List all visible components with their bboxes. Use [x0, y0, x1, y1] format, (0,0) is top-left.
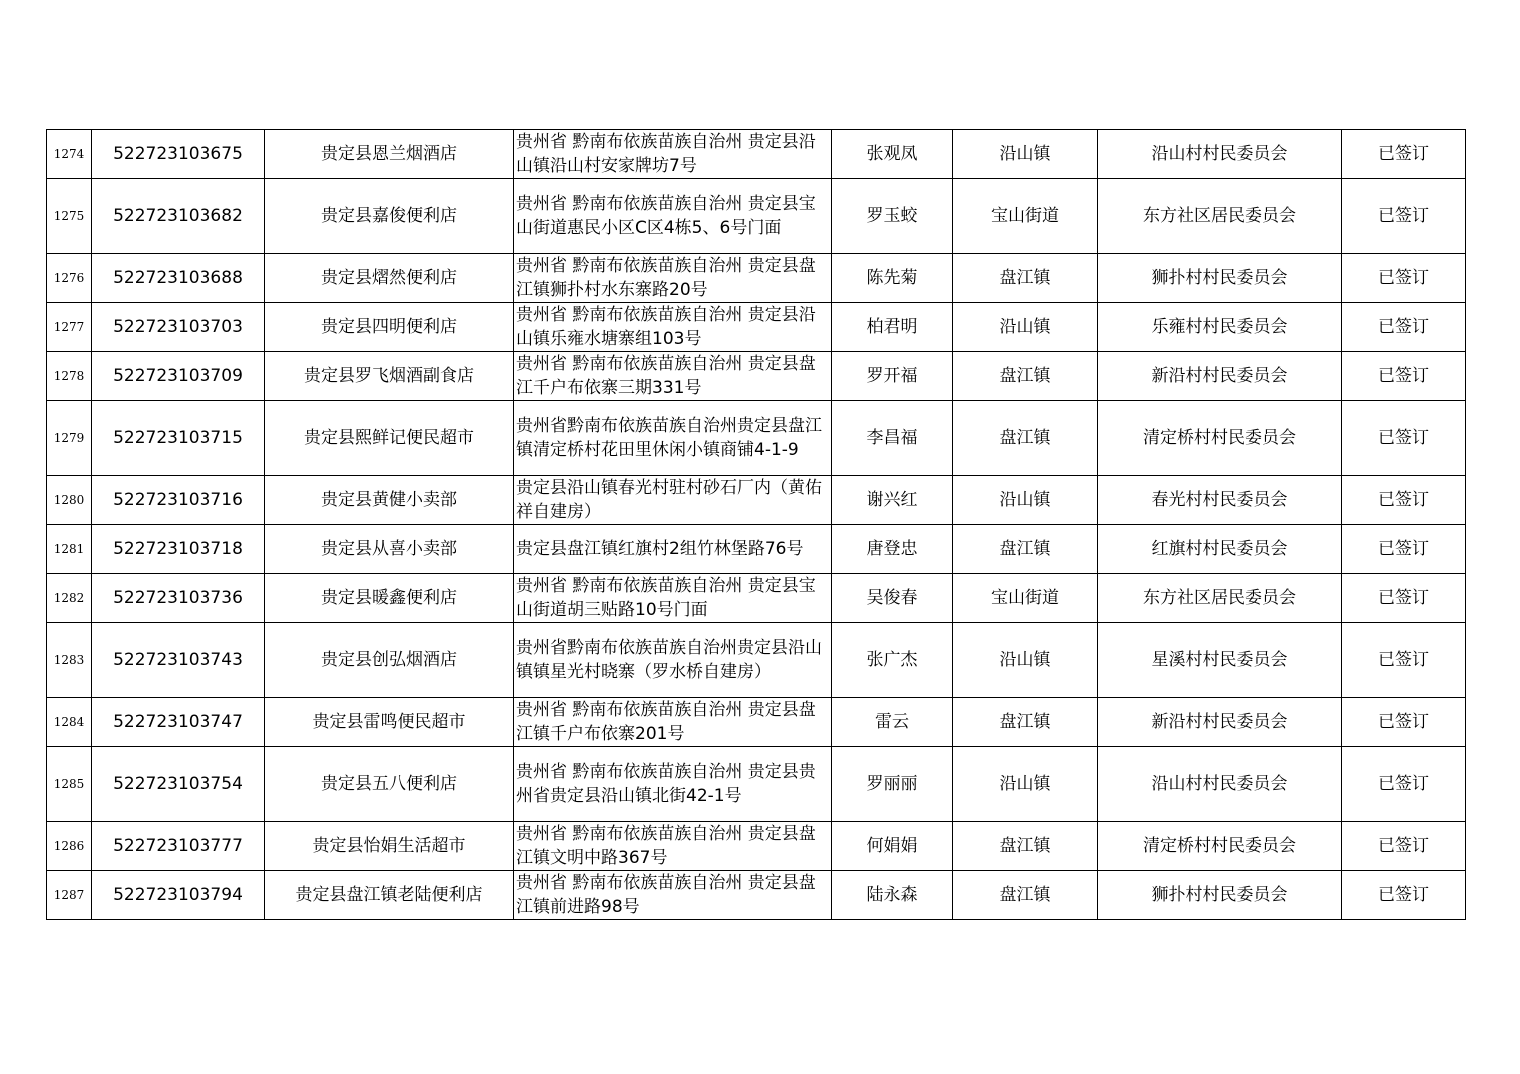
row-number-cell: 1274 [47, 130, 92, 179]
store-name-cell: 贵定县熙鲜记便民超市 [265, 401, 514, 476]
owner-cell: 罗丽丽 [832, 747, 953, 822]
store-registry-table [46, 129, 1466, 920]
owner-cell: 吴俊春 [832, 574, 953, 623]
store-name-cell: 贵定县盘江镇老陆便利店 [265, 871, 514, 920]
address-cell: 贵州省 黔南布依族苗族自治州 贵定县宝山街道惠民小区C区4栋5、6号门面 [514, 179, 832, 254]
address-cell: 贵州省 黔南布依族苗族自治州 贵定县盘江镇前进路98号 [514, 871, 832, 920]
committee-cell: 狮扑村村民委员会 [1098, 871, 1342, 920]
table-row [47, 525, 1466, 574]
owner-cell: 张观凤 [832, 130, 953, 179]
owner-cell: 陆永森 [832, 871, 953, 920]
store-name-cell: 贵定县罗飞烟酒副食店 [265, 352, 514, 401]
town-cell: 盘江镇 [953, 401, 1098, 476]
town-cell: 沿山镇 [953, 476, 1098, 525]
committee-cell: 狮扑村村民委员会 [1098, 254, 1342, 303]
store-name-cell: 贵定县暖鑫便利店 [265, 574, 514, 623]
owner-cell: 张广杰 [832, 623, 953, 698]
town-cell: 沿山镇 [953, 303, 1098, 352]
store-name-cell: 贵定县雷鸣便民超市 [265, 698, 514, 747]
row-number-cell: 1283 [47, 623, 92, 698]
store-name-cell: 贵定县怡娟生活超市 [265, 822, 514, 871]
table-row [47, 179, 1466, 254]
table-row [47, 476, 1466, 525]
status-cell: 已签订 [1342, 698, 1466, 747]
owner-cell: 罗玉蛟 [832, 179, 953, 254]
license-code-cell: 522723103675 [92, 130, 265, 179]
status-cell: 已签订 [1342, 747, 1466, 822]
address-cell: 贵州省 黔南布依族苗族自治州 贵定县沿山镇乐雍水塘寨组103号 [514, 303, 832, 352]
store-name-cell: 贵定县五八便利店 [265, 747, 514, 822]
license-code-cell: 522723103747 [92, 698, 265, 747]
store-name-cell: 贵定县四明便利店 [265, 303, 514, 352]
committee-cell: 红旗村村民委员会 [1098, 525, 1342, 574]
license-code-cell: 522723103754 [92, 747, 265, 822]
row-number-cell: 1282 [47, 574, 92, 623]
status-cell: 已签订 [1342, 822, 1466, 871]
row-number-cell: 1276 [47, 254, 92, 303]
address-cell: 贵定县盘江镇红旗村2组竹林堡路76号 [514, 525, 832, 574]
address-cell: 贵州省黔南布依族苗族自治州贵定县沿山镇镇星光村晓寨（罗水桥自建房） [514, 623, 832, 698]
row-number-cell: 1286 [47, 822, 92, 871]
license-code-cell: 522723103777 [92, 822, 265, 871]
owner-cell: 雷云 [832, 698, 953, 747]
town-cell: 盘江镇 [953, 698, 1098, 747]
status-cell: 已签订 [1342, 623, 1466, 698]
owner-cell: 罗开福 [832, 352, 953, 401]
owner-cell: 陈先菊 [832, 254, 953, 303]
table-row [47, 574, 1466, 623]
license-code-cell: 522723103743 [92, 623, 265, 698]
store-name-cell: 贵定县黄健小卖部 [265, 476, 514, 525]
owner-cell: 柏君明 [832, 303, 953, 352]
license-code-cell: 522723103736 [92, 574, 265, 623]
address-cell: 贵州省 黔南布依族苗族自治州 贵定县沿山镇沿山村安家牌坊7号 [514, 130, 832, 179]
committee-cell: 沿山村村民委员会 [1098, 747, 1342, 822]
committee-cell: 东方社区居民委员会 [1098, 179, 1342, 254]
license-code-cell: 522723103715 [92, 401, 265, 476]
status-cell: 已签订 [1342, 179, 1466, 254]
row-number-cell: 1275 [47, 179, 92, 254]
license-code-cell: 522723103718 [92, 525, 265, 574]
row-number-cell: 1278 [47, 352, 92, 401]
row-number-cell: 1279 [47, 401, 92, 476]
table-row [47, 871, 1466, 920]
town-cell: 宝山街道 [953, 574, 1098, 623]
committee-cell: 乐雍村村民委员会 [1098, 303, 1342, 352]
table-row [47, 822, 1466, 871]
status-cell: 已签订 [1342, 871, 1466, 920]
row-number-cell: 1284 [47, 698, 92, 747]
address-cell: 贵定县沿山镇春光村驻村砂石厂内（黄佑祥自建房） [514, 476, 832, 525]
committee-cell: 清定桥村村民委员会 [1098, 401, 1342, 476]
row-number-cell: 1287 [47, 871, 92, 920]
status-cell: 已签订 [1342, 525, 1466, 574]
committee-cell: 星溪村村民委员会 [1098, 623, 1342, 698]
store-name-cell: 贵定县恩兰烟酒店 [265, 130, 514, 179]
owner-cell: 李昌福 [832, 401, 953, 476]
status-cell: 已签订 [1342, 303, 1466, 352]
store-name-cell: 贵定县嘉俊便利店 [265, 179, 514, 254]
row-number-cell: 1285 [47, 747, 92, 822]
committee-cell: 春光村村民委员会 [1098, 476, 1342, 525]
town-cell: 宝山街道 [953, 179, 1098, 254]
license-code-cell: 522723103709 [92, 352, 265, 401]
town-cell: 盘江镇 [953, 822, 1098, 871]
store-name-cell: 贵定县创弘烟酒店 [265, 623, 514, 698]
license-code-cell: 522723103716 [92, 476, 265, 525]
license-code-cell: 522723103703 [92, 303, 265, 352]
town-cell: 盘江镇 [953, 254, 1098, 303]
table-row [47, 254, 1466, 303]
committee-cell: 清定桥村村民委员会 [1098, 822, 1342, 871]
address-cell: 贵州省 黔南布依族苗族自治州 贵定县盘江镇千户布依寨201号 [514, 698, 832, 747]
table-row [47, 130, 1466, 179]
address-cell: 贵州省黔南布依族苗族自治州贵定县盘江镇清定桥村花田里休闲小镇商铺4-1-9 [514, 401, 832, 476]
row-number-cell: 1281 [47, 525, 92, 574]
license-code-cell: 522723103688 [92, 254, 265, 303]
status-cell: 已签订 [1342, 130, 1466, 179]
owner-cell: 何娟娟 [832, 822, 953, 871]
town-cell: 盘江镇 [953, 525, 1098, 574]
town-cell: 盘江镇 [953, 871, 1098, 920]
table-row [47, 401, 1466, 476]
license-code-cell: 522723103682 [92, 179, 265, 254]
table-row [47, 747, 1466, 822]
address-cell: 贵州省 黔南布依族苗族自治州 贵定县盘江镇狮扑村水东寨路20号 [514, 254, 832, 303]
status-cell: 已签订 [1342, 352, 1466, 401]
committee-cell: 东方社区居民委员会 [1098, 574, 1342, 623]
table-row [47, 698, 1466, 747]
address-cell: 贵州省 黔南布依族苗族自治州 贵定县宝山街道胡三贴路10号门面 [514, 574, 832, 623]
address-cell: 贵州省 黔南布依族苗族自治州 贵定县盘江镇文明中路367号 [514, 822, 832, 871]
store-name-cell: 贵定县从喜小卖部 [265, 525, 514, 574]
status-cell: 已签订 [1342, 574, 1466, 623]
row-number-cell: 1277 [47, 303, 92, 352]
address-cell: 贵州省 黔南布依族苗族自治州 贵定县盘江千户布依寨三期331号 [514, 352, 832, 401]
table-row [47, 352, 1466, 401]
committee-cell: 新沿村村民委员会 [1098, 352, 1342, 401]
table-row [47, 623, 1466, 698]
row-number-cell: 1280 [47, 476, 92, 525]
table-body [47, 130, 1466, 920]
owner-cell: 谢兴红 [832, 476, 953, 525]
status-cell: 已签订 [1342, 254, 1466, 303]
town-cell: 沿山镇 [953, 747, 1098, 822]
status-cell: 已签订 [1342, 401, 1466, 476]
status-cell: 已签订 [1342, 476, 1466, 525]
town-cell: 沿山镇 [953, 623, 1098, 698]
store-name-cell: 贵定县熠然便利店 [265, 254, 514, 303]
owner-cell: 唐登忠 [832, 525, 953, 574]
address-cell: 贵州省 黔南布依族苗族自治州 贵定县贵州省贵定县沿山镇北街42-1号 [514, 747, 832, 822]
town-cell: 盘江镇 [953, 352, 1098, 401]
committee-cell: 新沿村村民委员会 [1098, 698, 1342, 747]
committee-cell: 沿山村村民委员会 [1098, 130, 1342, 179]
license-code-cell: 522723103794 [92, 871, 265, 920]
town-cell: 沿山镇 [953, 130, 1098, 179]
table-row [47, 303, 1466, 352]
